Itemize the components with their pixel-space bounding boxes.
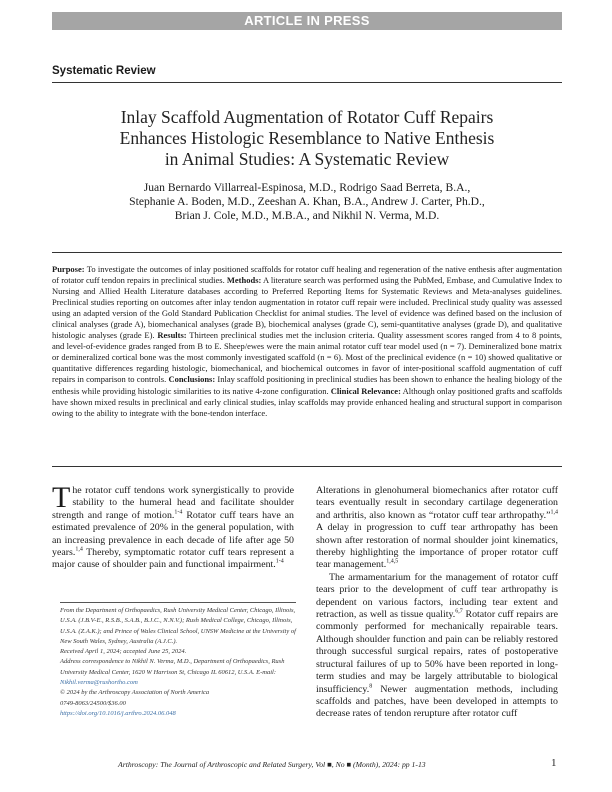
reference-marker: 1-4 bbox=[275, 559, 284, 566]
clinical-relevance-label: Clinical Relevance: bbox=[330, 385, 401, 396]
purpose-label: Purpose: bbox=[52, 264, 85, 274]
body-column-right bbox=[316, 485, 558, 721]
footnotes bbox=[60, 606, 296, 719]
email-link[interactable]: Nikhil.verma@rushortho.com bbox=[60, 679, 138, 687]
section-label: Systematic Review bbox=[52, 65, 156, 77]
received-note: Received April 1, 2024; accepted June 25, 2024. bbox=[60, 648, 187, 656]
author-line: Stephanie A. Boden, M.D., Zeeshan A. Khan, B.A., Andrew J. Carter, Ph.D., bbox=[129, 195, 485, 209]
reference-marker: 1,4,5 bbox=[386, 559, 399, 566]
title-line: Inlay Scaffold Augmentation of Rotator Cuff Repairs bbox=[120, 107, 494, 127]
conclusions-text: Inlay scaffold positioning in preclinical studies has been shown to enhance the healing biology of the enthesis while providing histologic similarities to its native 4-zone configuration. bbox=[52, 374, 563, 396]
correspondence-note: Address correspondence to Nikhil N. Verma, M.D., Department of Orthopaedics, Rush University Medical Center, 1620 W Harrison St, Chicago IL 60612, U.S.A. E-mail: Nikhil.verma@rushortho.com bbox=[60, 658, 285, 687]
results-text: Thirteen preclinical studies met the inclusion criteria. Quality assessment scores ranged from 4 to 8 points, and level-of-evidence grades ranged from B to E. Sheep/ewes were the main animal rotator cuff tear model used (n = 7). Demineralized bone matrix or demineralized cortical bone was the most commonly investigated scaffold (n = 6). Most of the preclinical evidence (n = 10) showed qualitative or quantitative differences regarding histologic, biomechanical, and biochemical outcomes in favor of inter-positional scaffold augmentation of cuff repairs in comparison to controls. bbox=[52, 330, 562, 385]
issn-note: 0749-8063/24500/$36.00 bbox=[60, 699, 126, 707]
results-label: Results: bbox=[157, 330, 187, 341]
page-number: 1 bbox=[551, 757, 557, 769]
abstract-bottom-rule bbox=[52, 466, 562, 467]
author-list bbox=[52, 181, 562, 224]
author-line: Brian J. Cole, M.D., M.B.A., and Nikhil N. Verma, M.D. bbox=[174, 209, 440, 223]
journal-footer: Arthroscopy: The Journal of Arthroscopic and Related Surgery, Vol ■, No ■ (Month), 2024: pp 1-13 bbox=[118, 760, 426, 769]
affiliation-note: From the Department of Orthopaedics, Rush University Medical Center, Chicago, Illinois, U.S.A. (J.B.V-E., R.S.B., S.A.B., B.J.C., N.N.V.); Rush Medical College, Chicago, Illinois, U.S.A. (Z.A.K.); and Prince of Wales Clinical School, UNSW Medicine at the University of New South Wales, Sydney, Australia (A.J.C.). bbox=[60, 607, 296, 645]
title-line: in Animal Studies: A Systematic Review bbox=[164, 149, 450, 169]
reference-marker: 1-4 bbox=[174, 509, 183, 516]
doi-link[interactable]: https://doi.org/10.1016/j.arthro.2024.06.048 bbox=[60, 709, 176, 717]
clinical-relevance-text: Although onlay positioned grafts and scaffolds have shown mixed results in preclinical and early clinical studies, inlay scaffolds may provide enhanced healing and structural support in comparison owing to the ability to integrate with the bone-tendon interface. bbox=[52, 385, 563, 418]
reference-marker: 1,4 bbox=[550, 509, 558, 516]
reference-marker: 1,4 bbox=[75, 546, 83, 553]
section-rule bbox=[52, 82, 562, 83]
abstract-top-rule bbox=[52, 252, 562, 253]
title-line: Enhances Histologic Resemblance to Native Enthesis bbox=[119, 128, 495, 148]
methods-text: A literature search was performed using the PubMed, Embase, and Cumulative Index to Nursing and Allied Health Literature databases according to Preferred Reporting Items for Systematic Reviews and Meta-analyses guidelines. Preclinical studies reporting on outcomes after inlay tendon augmentation in rotator cuff repair were included. Preclinical study quality was assessed using an adapted version of the Gold Standard Publication Checklist for animal studies. The level of evidence was defined based on the inclusion of clinical analyses (grade A), biomechanical analyses (grade B), biochemical analyses (grade C), semi-quantitative analyses (grade D), and qualitative histologic analyses (grade E). bbox=[52, 275, 563, 341]
drop-cap: T bbox=[52, 481, 71, 514]
body-column-left bbox=[52, 481, 294, 572]
body-paragraph: The armamentarium for the management of rotator cuff tears prior to the development of cuff tear arthropathy is dependent on various factors, including tear extent and retraction, as well as tissue quality.$^{6,7}$ Rotator cuff repairs are commonly performed for mechanically repairable tears. Although shoulder function and pain can be reliably restored through successful surgical repairs, rates of postoperative structural failures of up to 50% have been reported in long-term studies and may be largely attributable to biological insufficiency.$^8$ Newer augmentation methods, including scaffolds and patches, have been developed in attempts to decrease rates of tendon rerupture after rotator cuff bbox=[316, 571, 558, 720]
purpose-text: To investigate the outcomes of inlay positioned scaffolds for rotator cuff healing and regeneration of the native enthesis after augmentation of rotator cuff tendon repairs in preclinical studies. bbox=[52, 264, 563, 286]
reference-marker: 8 bbox=[369, 683, 373, 690]
methods-label: Methods: bbox=[226, 275, 262, 286]
copyright-note: © 2024 by the Arthroscopy Association of North America bbox=[60, 689, 210, 697]
author-line: Juan Bernardo Villarreal-Espinosa, M.D., Rodrigo Saad Berreta, B.A., bbox=[143, 181, 471, 194]
footnote-rule bbox=[60, 602, 296, 603]
abstract bbox=[52, 264, 562, 419]
body-paragraph: Alterations in glenohumeral biomechanics after rotator cuff tears eventually result in secondary cartilage degeneration and arthritis, also known as “rotator cuff tear arthropathy.”$^{1,4}$ A delay in progression to cuff tear arthropathy has been shown after restoration of normal shoulder joint kinematics, thereby highlighting the importance of proper rotator cuff tear management.$^{1,4,5}$ bbox=[316, 485, 558, 571]
article-in-press-banner: ARTICLE IN PRESS bbox=[52, 12, 562, 30]
reference-marker: 6,7 bbox=[455, 608, 463, 615]
conclusions-label: Conclusions: bbox=[168, 374, 216, 385]
article-title bbox=[52, 107, 562, 170]
intro-paragraph: The rotator cuff tendons work synergistically to provide stability to the humeral head and facilitate shoulder strength and range of motion.$^{1-4}$ Rotator cuff tears have an estimated prevalence of 20% in the general population, with an increasing prevalence in each decade of life after age 50 years.$^{1,4}$ Thereby, symptomatic rotator cuff tears represent a major cause of shoulder pain and functional impairment.$^{1-4}$ bbox=[52, 481, 294, 571]
